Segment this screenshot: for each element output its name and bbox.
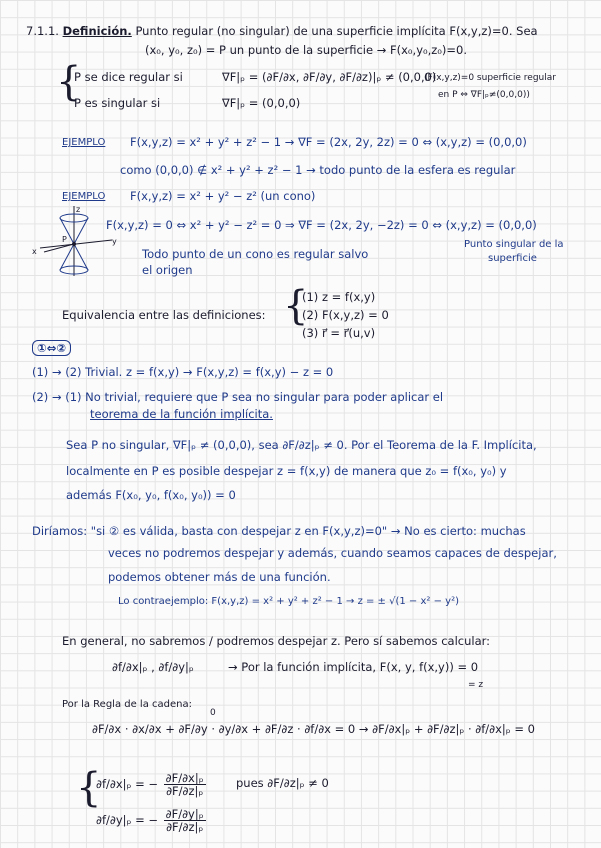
general-implicit: → Por la función implícita, F(x, y, f(x,y)) = 0 xyxy=(228,660,479,674)
equiv-def-3: (3) r⃗ = r⃗(u,v) xyxy=(302,326,376,340)
general-line-1: En general, no sabremos / podremos despejar z. Pero sí sabemos calcular: xyxy=(62,634,491,648)
z-axis-label: z xyxy=(76,205,81,214)
case-singular-formula: ∇F|ₚ = (0,0,0) xyxy=(222,96,301,110)
general-equals-z: = z xyxy=(468,680,484,690)
example-2-line-3b: el origen xyxy=(142,263,193,277)
definition-line-1: Punto regular (no singular) de una superficie implícita F(x,y,z)=0. Sea xyxy=(135,24,538,38)
proof-line-1: (1) → (2) Trivial. z = f(x,y) → F(x,y,z) = f(x,y) − z = 0 xyxy=(32,365,334,379)
point-p-label: P xyxy=(62,235,67,244)
remark-line-4: Lo contraejemplo: F(x,y,z) = x² + y² + z² − 1 → z = ± √(1 − x² − y²) xyxy=(118,596,459,607)
badge-label: ①⇔② xyxy=(32,340,71,356)
x-axis-label: x xyxy=(32,247,37,256)
result-2 xyxy=(96,808,208,833)
singular-note-1: Punto singular de la xyxy=(464,239,564,250)
definition-line-2: (x₀, y₀, z₀) = P un punto de la superficie → F(x₀,y₀,z₀)=0. xyxy=(145,43,467,57)
equivalence-brace: { xyxy=(283,283,309,329)
result-brace: { xyxy=(76,765,102,811)
x-axis xyxy=(44,244,74,252)
example-1-line-1: F(x,y,z) = x² + y² + z² − 1 → ∇F = (2x, 2y, 2z) = 0 ⇔ (x,y,z) = (0,0,0) xyxy=(130,135,527,149)
equiv-def-2: (2) F(x,y,z) = 0 xyxy=(302,308,389,322)
y-axis-label: y xyxy=(112,237,117,246)
result-1-lhs: ∂f/∂x|ₚ = − xyxy=(96,777,159,791)
proof-line-3b: localmente en P es posible despejar z = f(x,y) de manera que z₀ = f(x₀, y₀) y xyxy=(66,464,507,478)
origin-point xyxy=(72,242,76,246)
result-2-numerator: ∂F/∂y|ₚ xyxy=(165,807,204,821)
cases-brace: { xyxy=(56,59,82,105)
chain-rule-equation: ∂F/∂x · ∂x/∂x + ∂F/∂y · ∂y/∂x + ∂F/∂z · ∂f/∂x = 0 → ∂F/∂x|ₚ + ∂F/∂z|ₚ · ∂f/∂x|ₚ = 0 xyxy=(92,722,535,736)
remark-line-1: Diríamos: "si ② es válida, basta con despejar z en F(x,y,z)=0" → No es cierto: muchas xyxy=(32,524,526,538)
example-2-line-1: F(x,y,z) = x² + y² − z² (un cono) xyxy=(130,189,316,203)
result-2-lhs: ∂f/∂y|ₚ = − xyxy=(96,813,159,827)
case-singular-label: P es singular si xyxy=(74,96,161,110)
equivalence-text: Equivalencia entre las definiciones: xyxy=(62,308,266,322)
cancelled-zero: 0 xyxy=(210,708,216,718)
result-2-fraction xyxy=(164,808,206,833)
example-1-label: EJEMPLO xyxy=(62,137,106,148)
example-2-label: EJEMPLO xyxy=(62,191,106,202)
case-regular-label: P se dice regular si xyxy=(74,70,183,84)
singular-note-2: superficie xyxy=(488,253,537,264)
remark-line-3: podemos obtener más de una función. xyxy=(108,570,331,584)
example-2-line-2: F(x,y,z) = 0 ⇔ x² + y² − z² = 0 ⇒ ∇F = (2x, 2y, −2z) = 0 ⇔ (x,y,z) = (0,0,0) xyxy=(106,218,537,232)
definition-header xyxy=(26,24,538,38)
definition-number: 7.1.1. xyxy=(26,24,59,38)
example-1-line-2: como (0,0,0) ∉ x² + y² + z² − 1 → todo punto de la esfera es regular xyxy=(120,163,516,177)
case-regular-formula: ∇F|ₚ = (∂F/∂x, ∂F/∂y, ∂F/∂z)|ₚ ≠ (0,0,0) xyxy=(222,70,437,84)
equiv-def-1: (1) z = f(x,y) xyxy=(302,290,376,304)
proof-line-3c: además F(x₀, y₀, f(x₀, y₀)) = 0 xyxy=(66,488,236,502)
proof-line-3a: Sea P no singular, ∇F|ₚ ≠ (0,0,0), sea ∂F/∂z|ₚ ≠ 0. Por el Teorema de la F. Implícita, xyxy=(66,438,537,452)
result-1-denominator: ∂F/∂z|ₚ xyxy=(166,784,204,798)
result-1-fraction xyxy=(164,772,206,797)
chain-rule-title: Por la Regla de la cadena: xyxy=(62,699,192,710)
result-1-numerator: ∂F/∂x|ₚ xyxy=(165,771,204,785)
example-2-line-3a: Todo punto de un cono es regular salvo xyxy=(142,247,369,261)
cone-sketch xyxy=(30,204,120,284)
remark-line-2: veces no podremos despejar y además, cuando seamos capaces de despejar, xyxy=(108,546,557,560)
side-note-1: (F(x,y,z)=0 superficie regular xyxy=(424,73,556,83)
general-partials: ∂f/∂x|ₚ , ∂f/∂y|ₚ xyxy=(112,660,194,674)
definition-title: Definición. xyxy=(62,24,132,38)
result-condition: pues ∂F/∂z|ₚ ≠ 0 xyxy=(236,776,329,790)
result-1 xyxy=(96,772,208,797)
result-2-denominator: ∂F/∂z|ₚ xyxy=(166,820,204,834)
proof-line-2a: (2) → (1) No trivial, requiere que P sea no singular para poder aplicar el xyxy=(32,390,444,404)
proof-line-2b: teorema de la función implícita. xyxy=(90,407,273,421)
side-note-2: en P ⇔ ∇F|ₚ≠(0,0,0)) xyxy=(438,90,530,100)
equivalence-badge xyxy=(32,340,71,356)
